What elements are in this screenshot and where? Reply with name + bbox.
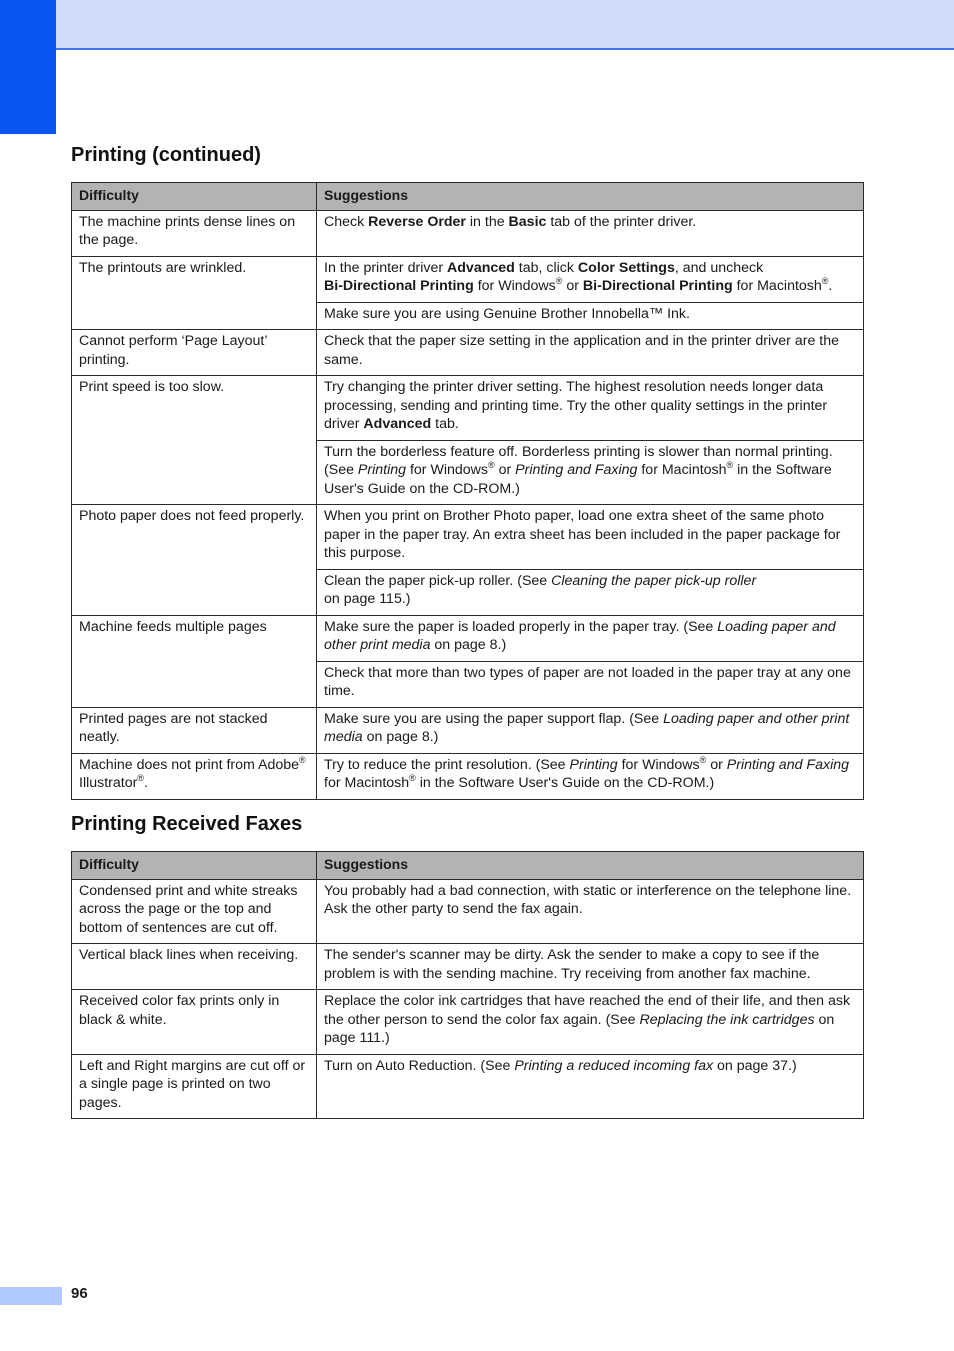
- difficulty-cell: The printouts are wrinkled.: [72, 256, 317, 330]
- suggestion-cell: Turn the borderless feature off. Borderless printing is slower than normal printing. (See Printing for Windows® or Printing and Faxing for Macintosh® in the Software User's Guide on the CD-ROM.): [317, 440, 864, 505]
- suggestion-cell: Make sure you are using the paper support flap. (See Loading paper and other print media on page 8.): [317, 707, 864, 753]
- suggestion-cell: Turn on Auto Reduction. (See Printing a reduced incoming fax on page 37.): [317, 1054, 864, 1119]
- difficulty-cell: Received color fax prints only in black & white.: [72, 990, 317, 1055]
- page-number-tab: [0, 1287, 62, 1305]
- page-number: 96: [71, 1285, 88, 1302]
- table-row: [72, 1054, 864, 1119]
- suggestion-cell: Clean the paper pick-up roller. (See Cleaning the paper pick-up roller on page 115.): [317, 569, 864, 615]
- suggestion-cell: Check that more than two types of paper are not loaded in the paper tray at any one time.: [317, 661, 864, 707]
- suggestion-cell: Replace the color ink cartridges that have reached the end of their life, and then ask the other person to send the color fax again. (See Replacing the ink cartridges on page 111.): [317, 990, 864, 1055]
- chapter-tab: [0, 0, 56, 134]
- suggestion-cell: Check Reverse Order in the Basic tab of the printer driver.: [317, 210, 864, 256]
- section-title-received-faxes: Printing Received Faxes: [71, 813, 303, 835]
- difficulty-cell: Machine feeds multiple pages: [72, 615, 317, 707]
- column-header-difficulty: Difficulty: [72, 183, 317, 211]
- difficulty-cell: Left and Right margins are cut off or a single page is printed on two pages.: [72, 1054, 317, 1119]
- table-row: [72, 256, 864, 302]
- difficulty-cell: The machine prints dense lines on the page.: [72, 210, 317, 256]
- difficulty-cell: Condensed print and white streaks across the page or the top and bottom of sentences are cut off.: [72, 879, 317, 944]
- column-header-suggestions: Suggestions: [317, 852, 864, 880]
- table-row: [72, 707, 864, 753]
- printing-troubleshooting-table: [71, 182, 864, 800]
- difficulty-cell: Photo paper does not feed properly.: [72, 505, 317, 616]
- difficulty-cell: Print speed is too slow.: [72, 376, 317, 505]
- suggestion-cell: Make sure the paper is loaded properly in the paper tray. (See Loading paper and other print media on page 8.): [317, 615, 864, 661]
- suggestion-cell: Try to reduce the print resolution. (See Printing for Windows® or Printing and Faxing for Macintosh® in the Software User's Guide on the CD-ROM.): [317, 753, 864, 799]
- table-row: [72, 944, 864, 990]
- suggestion-cell: Try changing the printer driver setting. The highest resolution needs longer data processing, sending and printing time. Try the other quality settings in the printer driver Advanced tab.: [317, 376, 864, 441]
- difficulty-cell: Machine does not print from Adobe® Illustrator®.: [72, 753, 317, 799]
- fax-troubleshooting-table: [71, 851, 864, 1119]
- difficulty-cell: Cannot perform ‘Page Layout’ printing.: [72, 330, 317, 376]
- difficulty-cell: Vertical black lines when receiving.: [72, 944, 317, 990]
- suggestion-cell: The sender's scanner may be dirty. Ask the sender to make a copy to see if the problem is with the sending machine. Try receiving from another fax machine.: [317, 944, 864, 990]
- table-row: [72, 330, 864, 376]
- column-header-difficulty: Difficulty: [72, 852, 317, 880]
- table-row: [72, 879, 864, 944]
- table-header-row: [72, 183, 864, 211]
- table-row: [72, 210, 864, 256]
- table-row: [72, 376, 864, 441]
- suggestion-cell: In the printer driver Advanced tab, click Color Settings, and uncheck Bi-Directional Printing for Windows® or Bi-Directional Printing for Macintosh®.: [317, 256, 864, 302]
- column-header-suggestions: Suggestions: [317, 183, 864, 211]
- suggestion-cell: When you print on Brother Photo paper, load one extra sheet of the same photo paper in the paper tray. An extra sheet has been included in the paper package for this purpose.: [317, 505, 864, 570]
- suggestion-cell: Make sure you are using Genuine Brother Innobella™ Ink.: [317, 302, 864, 330]
- table-header-row: [72, 852, 864, 880]
- header-band: [0, 0, 954, 50]
- suggestion-cell: You probably had a bad connection, with static or interference on the telephone line. Ask the other party to send the fax again.: [317, 879, 864, 944]
- table-row: [72, 990, 864, 1055]
- suggestion-cell: Check that the paper size setting in the application and in the printer driver are the same.: [317, 330, 864, 376]
- table-row: [72, 753, 864, 799]
- table-row: [72, 505, 864, 570]
- section-title-printing: Printing (continued): [71, 144, 261, 166]
- difficulty-cell: Printed pages are not stacked neatly.: [72, 707, 317, 753]
- table-row: [72, 615, 864, 661]
